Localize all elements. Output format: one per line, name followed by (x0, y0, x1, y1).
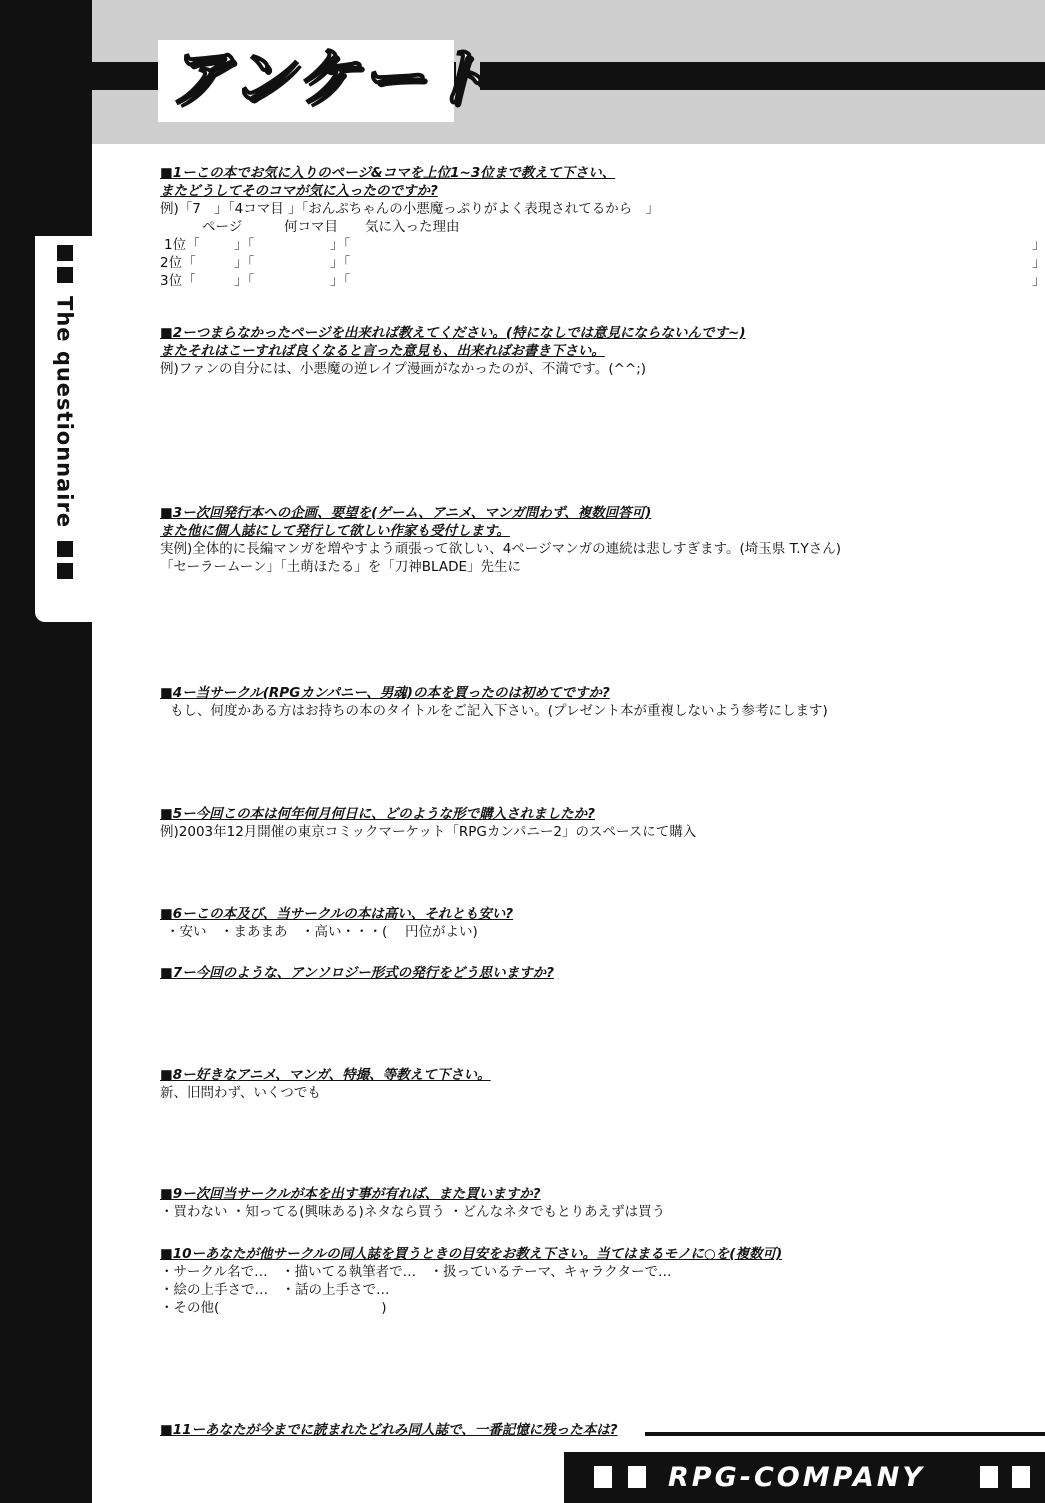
question-heading: またどうしてそのコマが気に入ったのですか? (160, 183, 438, 199)
example-text: 実例)全体的に長編マンガを増やすよう頑張って欲しい、4ページマンガの連続は悲しすぎます。(埼玉県 T.Yさん) (160, 541, 842, 557)
options-text: ・安い ・まあまあ ・高い・・・( 円位がよい) (166, 924, 478, 940)
question-heading: ■7ー今回のような、アンソロジー形式の発行をどう思いますか? (160, 965, 554, 981)
question-heading: ■11ーあなたが今までに読まれたどれみ同人誌で、一番記憶に残った本は? (160, 1422, 618, 1438)
rank-row (160, 272, 1045, 290)
rank-row (160, 236, 1045, 254)
question-heading: ■5ー今回この本は何年何月何日に、どのような形で購入されましたか? (160, 806, 595, 822)
question-heading: ■2ーつまらなかったページを出来れば教えてください。(特になしでは意見にならないんです~) (160, 325, 746, 341)
left-black-strip (0, 0, 92, 1503)
question-9 (160, 1185, 1020, 1221)
question-heading: ■10ーあなたが他サークルの同人誌を買うときの目安をお教え下さい。当てはまるモノに○を(複数可) (160, 1246, 783, 1262)
side-label-text: The questionnaire (52, 296, 77, 529)
example-text: 例)2003年12月開催の東京コミックマーケット「RPGカンパニー2」のスペースにて購入 (160, 824, 697, 840)
question-heading: ■4ー当サークル(RPGカンパニー、男魂)の本を買ったのは初めてですか? (160, 685, 610, 701)
question-7 (160, 964, 1020, 982)
square-icon (57, 245, 73, 261)
question-4 (160, 684, 1020, 720)
options-text: ・買わない ・知ってる(興味ある)ネタなら買う ・どんなネタでもとりあえずは買う (160, 1204, 666, 1220)
rank-bracket: 」「 (234, 255, 255, 271)
square-icon (594, 1466, 612, 1488)
question-1 (160, 164, 1045, 290)
rank-bracket: 」 (1032, 255, 1045, 271)
rank-bracket: 」「 (330, 255, 351, 271)
question-6 (160, 905, 1020, 941)
example-text: 「セーラームーン」「土萌ほたる」を「刀神BLADE」先生に (160, 559, 522, 575)
rank-row (160, 254, 1045, 272)
rank-label: 3位「 (160, 273, 196, 289)
question-heading: ■8ー好きなアニメ、マンガ、特撮、等教えて下さい。 (160, 1067, 491, 1083)
rank-label: 1位「 (164, 237, 200, 253)
question-heading: また他に個人誌にして発行して欲しい作家も受付します。 (160, 523, 510, 539)
question-heading: ■9ー次回当サークルが本を出す事が有れば、また買いますか? (160, 1186, 541, 1202)
footer-line (645, 1432, 1045, 1436)
rank-bracket: 」 (1032, 273, 1045, 289)
rank-bracket: 」「 (330, 237, 351, 253)
square-icon (980, 1466, 998, 1488)
page-title: アンケート (166, 42, 493, 116)
rank-bracket: 」「 (234, 237, 255, 253)
rank-label: 2位「 (160, 255, 196, 271)
options-text: ・サークル名で… ・描いてる執筆者で… ・扱っているテーマ、キャラクターで… (160, 1264, 672, 1280)
question-3 (160, 504, 1020, 576)
column-labels (160, 218, 1020, 236)
example-text: 例)ファンの自分には、小悪魔の逆レイプ漫画がなかったのが、不満です。(^^;) (160, 361, 647, 377)
question-2 (160, 324, 1020, 378)
rank-bracket: 」 (1032, 237, 1045, 253)
column-label-panel: 何コマ目 (284, 219, 338, 235)
instruction-text: もし、何度かある方はお持ちの本のタイトルをご記入下さい。(プレゼント本が重複しないよう参考にします) (170, 703, 828, 719)
question-heading: ■6ーこの本及び、当サークルの本は高い、それとも安い? (160, 906, 514, 922)
question-10 (160, 1245, 1020, 1317)
example-text: 例)「7 」「4コマ目 」「おんぷちゃんの小悪魔っぷりがよく表現されてるから 」 (160, 201, 660, 217)
square-icon (57, 541, 73, 557)
question-heading: またそれはこーすれば良くなると言った意見も、出来ればお書き下さい。 (160, 343, 605, 359)
square-icon (628, 1466, 646, 1488)
question-11 (160, 1421, 1020, 1439)
side-label (36, 242, 93, 622)
column-label-reason: 気に入った理由 (365, 219, 460, 235)
rank-bracket: 」「 (234, 273, 255, 289)
instruction-text: 新、旧問わず、いくつでも (160, 1085, 321, 1101)
square-icon (57, 267, 73, 283)
options-text: ・絵の上手さで… ・話の上手さで… (160, 1282, 390, 1298)
question-8 (160, 1066, 1020, 1102)
column-label-page: ページ (202, 219, 243, 235)
square-icon (1012, 1466, 1030, 1488)
footer-label: RPG-COMPANY (668, 1462, 925, 1493)
square-icon (57, 563, 73, 579)
question-heading: ■1ーこの本でお気に入りのページ&コマを上位1~3位まで教えて下さい、 (160, 165, 616, 181)
options-text: ・その他( ) (160, 1300, 387, 1316)
rank-bracket: 」「 (330, 273, 351, 289)
question-heading: ■3ー次回発行本への企画、要望を(ゲーム、アニメ、マンガ問わず、複数回答可) (160, 505, 652, 521)
question-5 (160, 805, 1020, 841)
